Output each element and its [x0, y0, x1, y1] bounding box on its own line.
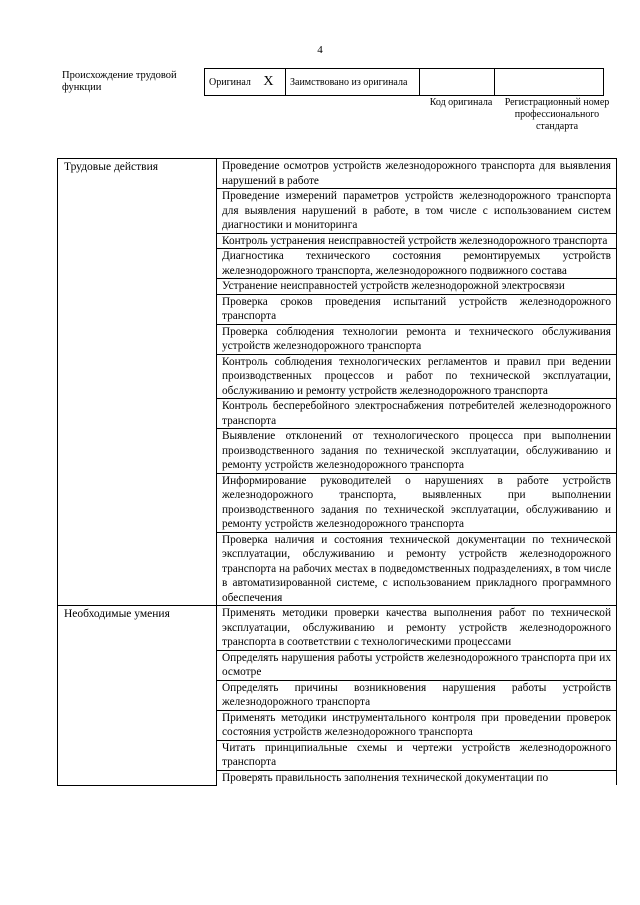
section-item: Проведение измерений параметров устройств железнодорожного транспорта для выявления нарушений в работе, в том числе с использованием систем диагностики и мониторинга: [217, 189, 617, 234]
code-caption: Код оригинала: [429, 97, 493, 108]
code-cell: [420, 69, 495, 96]
section-label: Трудовые действия: [58, 159, 217, 606]
section-item: Контроль устранения неисправностей устройств железнодорожного транспорта: [217, 233, 617, 249]
section-item: Выявление отклонений от технологического процесса при выполнении производственного задания по технической эксплуатации, обслуживанию и ремонту устройств железнодорожного транспорта: [217, 429, 617, 474]
section-item: Информирование руководителей о нарушениях в работе устройств железнодорожного транспорта, выявленных при выполнении производственного задания по технической эксплуатации, обслуживанию и ремонту устройств железнодорожного транспорта: [217, 473, 617, 532]
section-item: Проведение осмотров устройств железнодорожного транспорта для выявления нарушений в работе: [217, 159, 617, 189]
section-item: Применять методики инструментального контроля при проведении проверок состояния устройств железнодорожного транспорта: [217, 710, 617, 740]
section-item: Контроль соблюдения технологических регламентов и правил при ведении производственных процессов и работ по технической эксплуатации, обслуживанию и ремонту устройств железнодорожного транспорта: [217, 354, 617, 399]
page-number: 4: [317, 44, 323, 56]
reg-number-cell: [495, 69, 604, 96]
table-row: [58, 606, 617, 651]
section-item: Применять методики проверки качества выполнения работ по технической эксплуатации, обслуживанию и ремонту устройств железнодорожного транспорта в соответствии с технологическими процессами: [217, 606, 617, 651]
original-mark: X: [263, 74, 274, 89]
reg-number-caption: Регистрационный номер профессионального стандарта: [504, 97, 610, 132]
table-row: [58, 159, 617, 189]
section-item: Контроль бесперебойного электроснабжения потребителей железнодорожного транспорта: [217, 399, 617, 429]
functions-table: [57, 158, 617, 786]
section-item: Определять причины возникновения нарушения работы устройств железнодорожного транспорта: [217, 680, 617, 710]
section-item: Читать принципиальные схемы и чертежи устройств железнодорожного транспорта: [217, 740, 617, 770]
borrowed-cell: Заимствовано из оригинала: [286, 69, 420, 96]
section-item: Проверять правильность заполнения технической документации по: [217, 770, 617, 785]
section-item: Проверка соблюдения технологии ремонта и технического обслуживания устройств железнодорожного транспорта: [217, 324, 617, 354]
section-item: Проверка наличия и состояния технической документации по технической эксплуатации, обслуживанию и ремонту устройств железнодорожного транспорта на рабочих местах в подведомственных подразделениях, в том числе в автоматизированной системе, с использованием прикладного программного обеспечения: [217, 532, 617, 606]
section-item: Диагностика технического состояния ремонтируемых устройств железнодорожного транспорта, железнодорожного подвижного состава: [217, 249, 617, 279]
original-label: Оригинал: [209, 77, 251, 88]
section-item: Определять нарушения работы устройств железнодорожного транспорта при их осмотре: [217, 650, 617, 680]
origin-table: [204, 68, 604, 96]
section-item: Устранение неисправностей устройств железнодорожной электросвязи: [217, 279, 617, 295]
origin-label: Происхождение трудовой функции: [62, 70, 177, 93]
section-label: Необходимые умения: [58, 606, 217, 786]
section-item: Проверка сроков проведения испытаний устройств железнодорожного транспорта: [217, 294, 617, 324]
original-cell: [205, 69, 286, 96]
